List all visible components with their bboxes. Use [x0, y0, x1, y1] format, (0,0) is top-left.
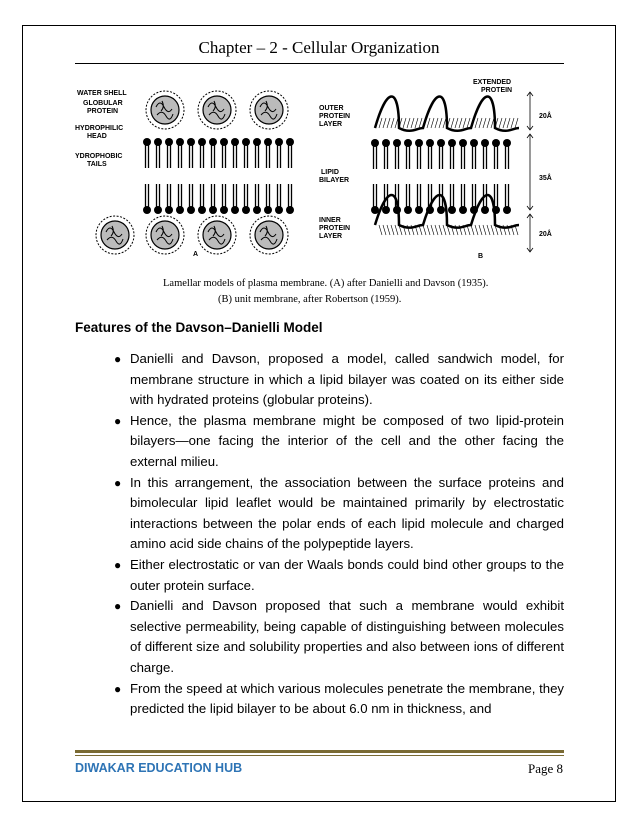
globular-protein-icon — [255, 221, 283, 249]
lipid-head-icon — [143, 138, 151, 146]
globular-protein-icon — [255, 96, 283, 124]
label-hydrophilic-head-2: HEAD — [87, 133, 107, 140]
label-inner-protein-3: LAYER — [319, 233, 343, 240]
lipid-head-icon — [209, 206, 217, 214]
lipid-head-icon — [459, 206, 467, 214]
label-hydrophobic-2: TAILS — [87, 161, 107, 168]
caption-line-1: Lamellar models of plasma membrane. (A) after Danielli and Davson (1935). — [163, 278, 489, 289]
lipid-head-icon — [503, 139, 511, 147]
protein-hatch — [383, 118, 386, 128]
label-globular-protein: GLOBULAR — [83, 100, 123, 107]
extended-protein-wave — [375, 97, 519, 131]
protein-hatch — [483, 118, 486, 128]
lipid-head-icon — [242, 138, 250, 146]
protein-hatch — [503, 118, 506, 128]
protein-hatch — [483, 225, 486, 235]
protein-hatch — [487, 118, 490, 128]
lipid-head-icon — [492, 139, 500, 147]
list-item — [110, 596, 564, 678]
label-outer-protein: OUTER — [319, 105, 344, 112]
protein-hatch — [479, 225, 482, 235]
dim-top: 20Å — [539, 113, 552, 120]
lipid-head-icon — [415, 206, 423, 214]
lipid-head-icon — [154, 206, 162, 214]
protein-hatch — [459, 118, 462, 128]
lipid-head-icon — [404, 139, 412, 147]
lipid-head-icon — [426, 139, 434, 147]
lipid-head-icon — [503, 206, 511, 214]
protein-hatch — [387, 118, 390, 128]
lipid-head-icon — [382, 206, 390, 214]
lipid-head-icon — [275, 206, 283, 214]
protein-hatch — [491, 225, 494, 235]
dim-bot: 20Å — [539, 231, 552, 238]
lipid-head-icon — [437, 206, 445, 214]
protein-hatch — [471, 225, 474, 235]
lipid-head-icon — [165, 138, 173, 146]
footer-rule-thin — [75, 755, 564, 756]
protein-hatch — [479, 118, 482, 128]
lipid-head-icon — [198, 206, 206, 214]
list-item — [110, 473, 564, 555]
protein-hatch — [439, 225, 442, 235]
figure-caption — [75, 276, 564, 308]
protein-hatch — [515, 118, 518, 128]
lipid-head-icon — [176, 138, 184, 146]
label-extended-protein-2: PROTEIN — [481, 87, 513, 94]
bullet-icon: ● — [114, 413, 122, 428]
globular-protein-icon — [151, 96, 179, 124]
page-number: Page 8 — [527, 761, 563, 776]
label-inner-protein: INNER — [319, 217, 341, 224]
protein-hatch — [491, 118, 494, 128]
lipid-head-icon — [404, 206, 412, 214]
lipid-head-icon — [481, 206, 489, 214]
protein-hatch — [415, 118, 418, 128]
label-hydrophilic-head: HYDROPHILIC — [75, 125, 124, 132]
label-panel-a: A — [193, 251, 199, 258]
list-item-text: Either electrostatic or van der Waals bonds could bind other groups to the outer protein surface. — [130, 556, 564, 593]
protein-hatch — [443, 118, 446, 128]
lipid-head-icon — [253, 206, 261, 214]
protein-hatch — [407, 118, 410, 128]
lipid-head-icon — [470, 206, 478, 214]
list-item-text: Hence, the plasma membrane might be composed of two lipid-protein bilayers—one facing the interior of the cell and the other facing the external milieu. — [130, 412, 564, 469]
bullet-icon: ● — [114, 352, 122, 366]
lipid-head-icon — [187, 206, 195, 214]
lipid-head-icon — [481, 139, 489, 147]
globular-protein-icon — [203, 221, 231, 249]
label-extended-protein: EXTENDED — [473, 79, 512, 86]
panel-a-diagram — [96, 91, 294, 254]
protein-hatch — [435, 118, 438, 128]
label-outer-protein-2: PROTEIN — [319, 113, 351, 120]
protein-hatch — [475, 118, 478, 128]
lipid-head-icon — [426, 206, 434, 214]
bullet-icon: ● — [114, 475, 122, 490]
list-item — [110, 411, 564, 473]
lipid-head-icon — [154, 138, 162, 146]
protein-hatch — [423, 225, 426, 235]
globular-protein-icon — [151, 221, 179, 249]
footer-rule — [75, 750, 564, 753]
header-rule — [75, 63, 564, 64]
label-panel-b: B — [478, 253, 484, 260]
protein-hatch — [387, 225, 390, 235]
label-outer-protein-3: LAYER — [319, 121, 343, 128]
lipid-head-icon — [264, 138, 272, 146]
list-item-text: From the speed at which various molecules penetrate the membrane, they predicted the lipid bilayer to be about 6.0 nm in thickness, and — [130, 680, 564, 717]
list-item — [110, 679, 564, 720]
page-header: Chapter – 2 - Cellular Organization — [198, 38, 440, 57]
protein-hatch — [435, 225, 438, 235]
caption-line-2: (B) unit membrane, after Robertson (1959). — [218, 294, 402, 305]
protein-hatch — [475, 225, 478, 235]
protein-hatch — [507, 118, 510, 128]
protein-hatch — [511, 118, 514, 128]
label-lipid-bilayer-2: BILAYER — [319, 177, 350, 184]
lipid-head-icon — [382, 139, 390, 147]
lipid-head-icon — [393, 206, 401, 214]
lipid-head-icon — [264, 206, 272, 214]
lipid-head-icon — [437, 139, 445, 147]
protein-hatch — [487, 225, 490, 235]
protein-hatch — [499, 118, 502, 128]
lipid-head-icon — [143, 206, 151, 214]
protein-hatch — [419, 118, 422, 128]
protein-hatch — [451, 118, 454, 128]
lipid-head-icon — [231, 138, 239, 146]
protein-hatch — [395, 225, 398, 235]
dim-mid: 35Å — [539, 175, 552, 182]
lipid-head-icon — [286, 206, 294, 214]
lipid-head-icon — [415, 139, 423, 147]
lipid-head-icon — [209, 138, 217, 146]
label-globular-protein-2: PROTEIN — [87, 108, 119, 115]
protein-hatch — [395, 118, 398, 128]
footer-brand: DIWAKAR EDUCATION HUB — [75, 761, 243, 775]
lipid-head-icon — [231, 206, 239, 214]
lipid-head-icon — [371, 139, 379, 147]
section-title: Features of the Davson–Danielli Model — [75, 320, 323, 335]
bullet-icon: ● — [114, 599, 122, 614]
lipid-head-icon — [165, 206, 173, 214]
lipid-head-icon — [459, 139, 467, 147]
protein-hatch — [379, 118, 382, 128]
bullet-icon: ● — [114, 557, 122, 572]
list-item — [110, 555, 564, 596]
lipid-head-icon — [371, 206, 379, 214]
protein-hatch — [427, 118, 430, 128]
list-item-text: In this arrangement, the association between the surface proteins and bimolecular lipid leaflet would be maintained primarily by electrostatic interactions between the polar ends of each lipid molecule and charged amino acid side chains of the polypeptide layers. — [130, 474, 564, 552]
protein-hatch — [383, 225, 386, 235]
lipid-head-icon — [242, 206, 250, 214]
label-water-shell: WATER SHELL — [77, 90, 127, 97]
lipid-head-icon — [275, 138, 283, 146]
protein-hatch — [427, 225, 430, 235]
protein-hatch — [439, 118, 442, 128]
lipid-head-icon — [492, 206, 500, 214]
list-item — [110, 349, 564, 411]
lipid-head-icon — [393, 139, 401, 147]
protein-hatch — [391, 225, 394, 235]
label-lipid-bilayer: LIPID — [321, 169, 339, 176]
protein-hatch — [443, 225, 446, 235]
bullet-icon: ● — [114, 681, 122, 696]
feature-list — [110, 349, 564, 720]
lipid-head-icon — [448, 206, 456, 214]
lipid-head-icon — [253, 138, 261, 146]
panel-b-diagram — [371, 92, 533, 252]
globular-protein-icon — [101, 221, 129, 249]
protein-hatch — [463, 118, 466, 128]
membrane-model-figure — [75, 70, 564, 280]
lipid-head-icon — [176, 206, 184, 214]
protein-hatch — [431, 118, 434, 128]
lipid-head-icon — [286, 138, 294, 146]
protein-hatch — [467, 118, 470, 128]
lipid-head-icon — [220, 138, 228, 146]
label-hydrophobic: YDROPHOBIC — [75, 153, 123, 160]
protein-hatch — [411, 118, 414, 128]
protein-hatch — [431, 225, 434, 235]
lipid-head-icon — [448, 139, 456, 147]
lipid-head-icon — [220, 206, 228, 214]
lipid-head-icon — [187, 138, 195, 146]
globular-protein-icon — [203, 96, 231, 124]
protein-hatch — [403, 118, 406, 128]
list-item-text: Danielli and Davson proposed that such a membrane would exhibit selective permeability, being capable of distinguishing between molecules of different size and solubility properties and also between ions of different charge. — [130, 598, 564, 675]
list-item-text: Danielli and Davson, proposed a model, called sandwich model, for membrane structure in which a lipid bilayer was coated on its either side with hydrated proteins (globular proteins). — [130, 351, 564, 408]
protein-hatch — [391, 118, 394, 128]
protein-hatch — [455, 118, 458, 128]
lipid-head-icon — [198, 138, 206, 146]
protein-hatch — [379, 225, 382, 235]
lipid-head-icon — [470, 139, 478, 147]
label-inner-protein-2: PROTEIN — [319, 225, 351, 232]
